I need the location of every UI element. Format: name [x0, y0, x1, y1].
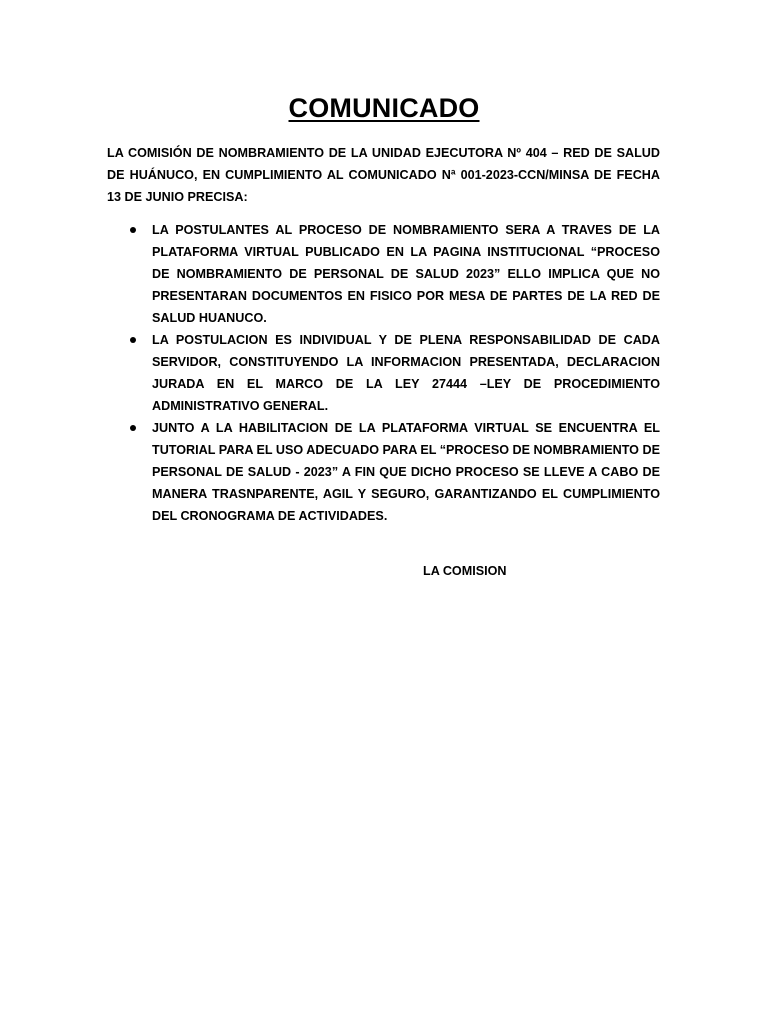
bullet-item	[107, 219, 660, 329]
signature-line: LA COMISION	[423, 564, 507, 578]
bullet-list	[107, 219, 660, 527]
intro-paragraph: LA COMISIÓN DE NOMBRAMIENTO DE LA UNIDAD EJECUTORA Nº 404 – RED DE SALUD DE HUÁNUCO, EN CUMPLIMIENTO AL COMUNICADO Nª 001-2023-CCN/MINSA DE FECHA 13 DE JUNIO PRECISA:	[107, 146, 660, 204]
bullet-item	[107, 417, 660, 527]
bullet-text: LA POSTULANTES AL PROCESO DE NOMBRAMIENTO SERA A TRAVES DE LA PLATAFORMA VIRTUAL PUBLICADO EN LA PAGINA INSTITUCIONAL “PROCESO DE NOMBRAMIENTO DE PERSONAL DE SALUD 2023” ELLO IMPLICA QUE NO PRESENTARAN DOCUMENTOS EN FISICO POR MESA DE PARTES DE LA RED DE SALUD HUANUCO.	[152, 223, 660, 325]
bullet-text: LA POSTULACION ES INDIVIDUAL Y DE PLENA RESPONSABILIDAD DE CADA SERVIDOR, CONSTITUYENDO LA INFORMACION PRESENTADA, DECLARACION JURADA EN EL MARCO DE LA LEY 27444 –LEY DE PROCEDIMIENTO ADMINISTRATIVO GENERAL.	[152, 333, 660, 413]
bullet-text: JUNTO A LA HABILITACION DE LA PLATAFORMA VIRTUAL SE ENCUENTRA EL TUTORIAL PARA EL USO ADECUADO PARA EL “PROCESO DE NOMBRAMIENTO DE PERSONAL DE SALUD - 2023” A FIN QUE DICHO PROCESO SE LLEVE A CABO DE MANERA TRASNPARENTE, AGIL Y SEGURO, GARANTIZANDO EL CUMPLIMIENTO DEL CRONOGRAMA DE ACTIVIDADES.	[152, 421, 660, 523]
bullet-dot-icon	[130, 425, 136, 431]
bullet-item	[107, 329, 660, 417]
bullet-dot-icon	[130, 337, 136, 343]
document-title: COMUNICADO	[288, 93, 480, 123]
bullet-dot-icon	[130, 227, 136, 233]
